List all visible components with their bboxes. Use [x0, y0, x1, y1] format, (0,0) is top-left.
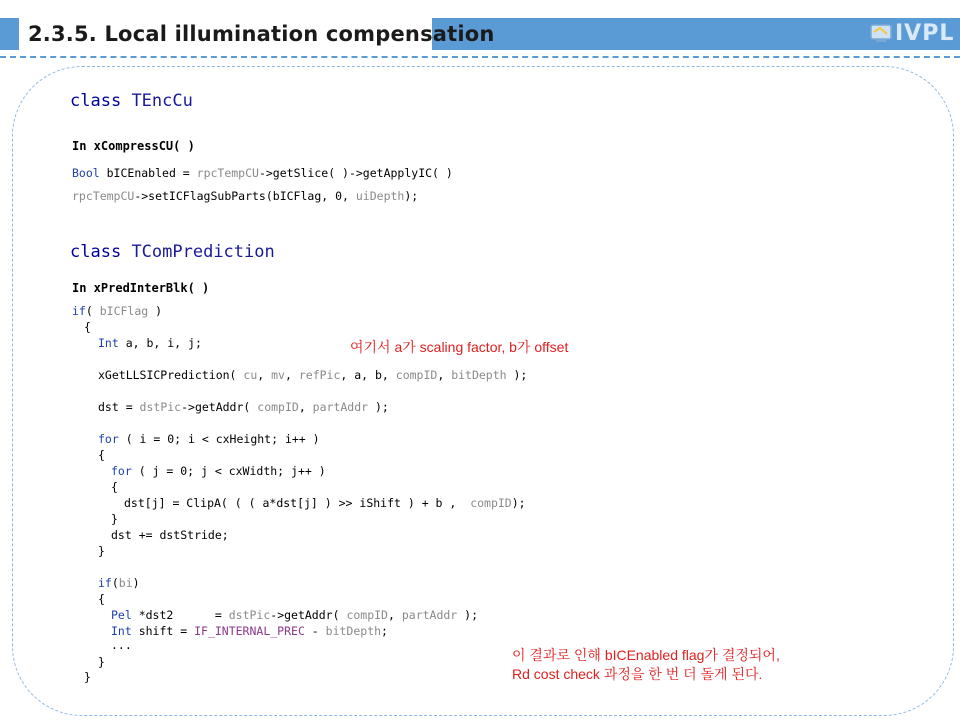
- code-line: }: [84, 670, 91, 684]
- class-keyword: class: [70, 242, 122, 262]
- annotation-note: 여기서 a가 scaling factor, b가 offset: [350, 339, 569, 355]
- logo-icon: [870, 22, 892, 44]
- title-accent: [0, 18, 16, 50]
- code-line: }: [111, 512, 118, 526]
- code-line: }: [98, 544, 105, 558]
- code-line: dst[j] = ClipA( ( ( a*dst[j] ) >> iShift ) + b , compID);: [124, 496, 526, 510]
- page-title: 2.3.5. Local illumination compensation: [28, 22, 495, 46]
- annotation-note: 이 결과로 인해 bICEnabled flag가 결정되어,: [512, 647, 780, 663]
- code-line: rpcTempCU->setICFlagSubParts(bICFlag, 0, uiDepth);: [72, 189, 419, 203]
- class-keyword: class: [70, 91, 122, 111]
- class-name: TEncCu: [131, 91, 193, 111]
- code-line: for ( j = 0; j < cxWidth; j++ ): [111, 464, 326, 478]
- code-line: Pel *dst2 = dstPic->getAddr( compID, partAddr );: [111, 608, 479, 622]
- code-line: if( bICFlag ): [72, 304, 163, 318]
- function-label: In xCompressCU( ): [72, 139, 195, 153]
- code-line: }: [98, 655, 105, 669]
- code-line: {: [98, 592, 105, 606]
- logo-text: IVPL: [895, 20, 955, 46]
- code-line: {: [84, 320, 91, 334]
- logo: [870, 20, 954, 46]
- code-line: Int shift = IF_INTERNAL_PREC - bitDepth;: [111, 624, 388, 638]
- code-line: for ( i = 0; i < cxHeight; i++ ): [98, 432, 320, 446]
- code-line: {: [98, 448, 105, 462]
- code-line: ...: [111, 638, 132, 652]
- code-line: xGetLLSICPrediction( cu, mv, refPic, a, b, compID, bitDepth );: [98, 368, 528, 382]
- code-line: dst = dstPic->getAddr( compID, partAddr );: [98, 400, 389, 414]
- code-line: {: [111, 480, 118, 494]
- class-heading-tenccu: [70, 91, 193, 111]
- annotation-note: Rd cost check 과정을 한 번 더 돌게 된다.: [512, 666, 763, 682]
- code-line: Bool bICEnabled = rpcTempCU->getSlice( )->getApplyIC( ): [72, 166, 453, 180]
- code-line: dst += dstStride;: [111, 528, 229, 542]
- function-label: In xPredInterBlk( ): [72, 281, 210, 295]
- header-divider: [0, 56, 960, 58]
- class-heading-tcomprediction: [70, 242, 275, 262]
- code-line: if(bi): [98, 576, 140, 590]
- class-name: TComPrediction: [131, 242, 275, 262]
- code-line: Int a, b, i, j;: [98, 336, 202, 350]
